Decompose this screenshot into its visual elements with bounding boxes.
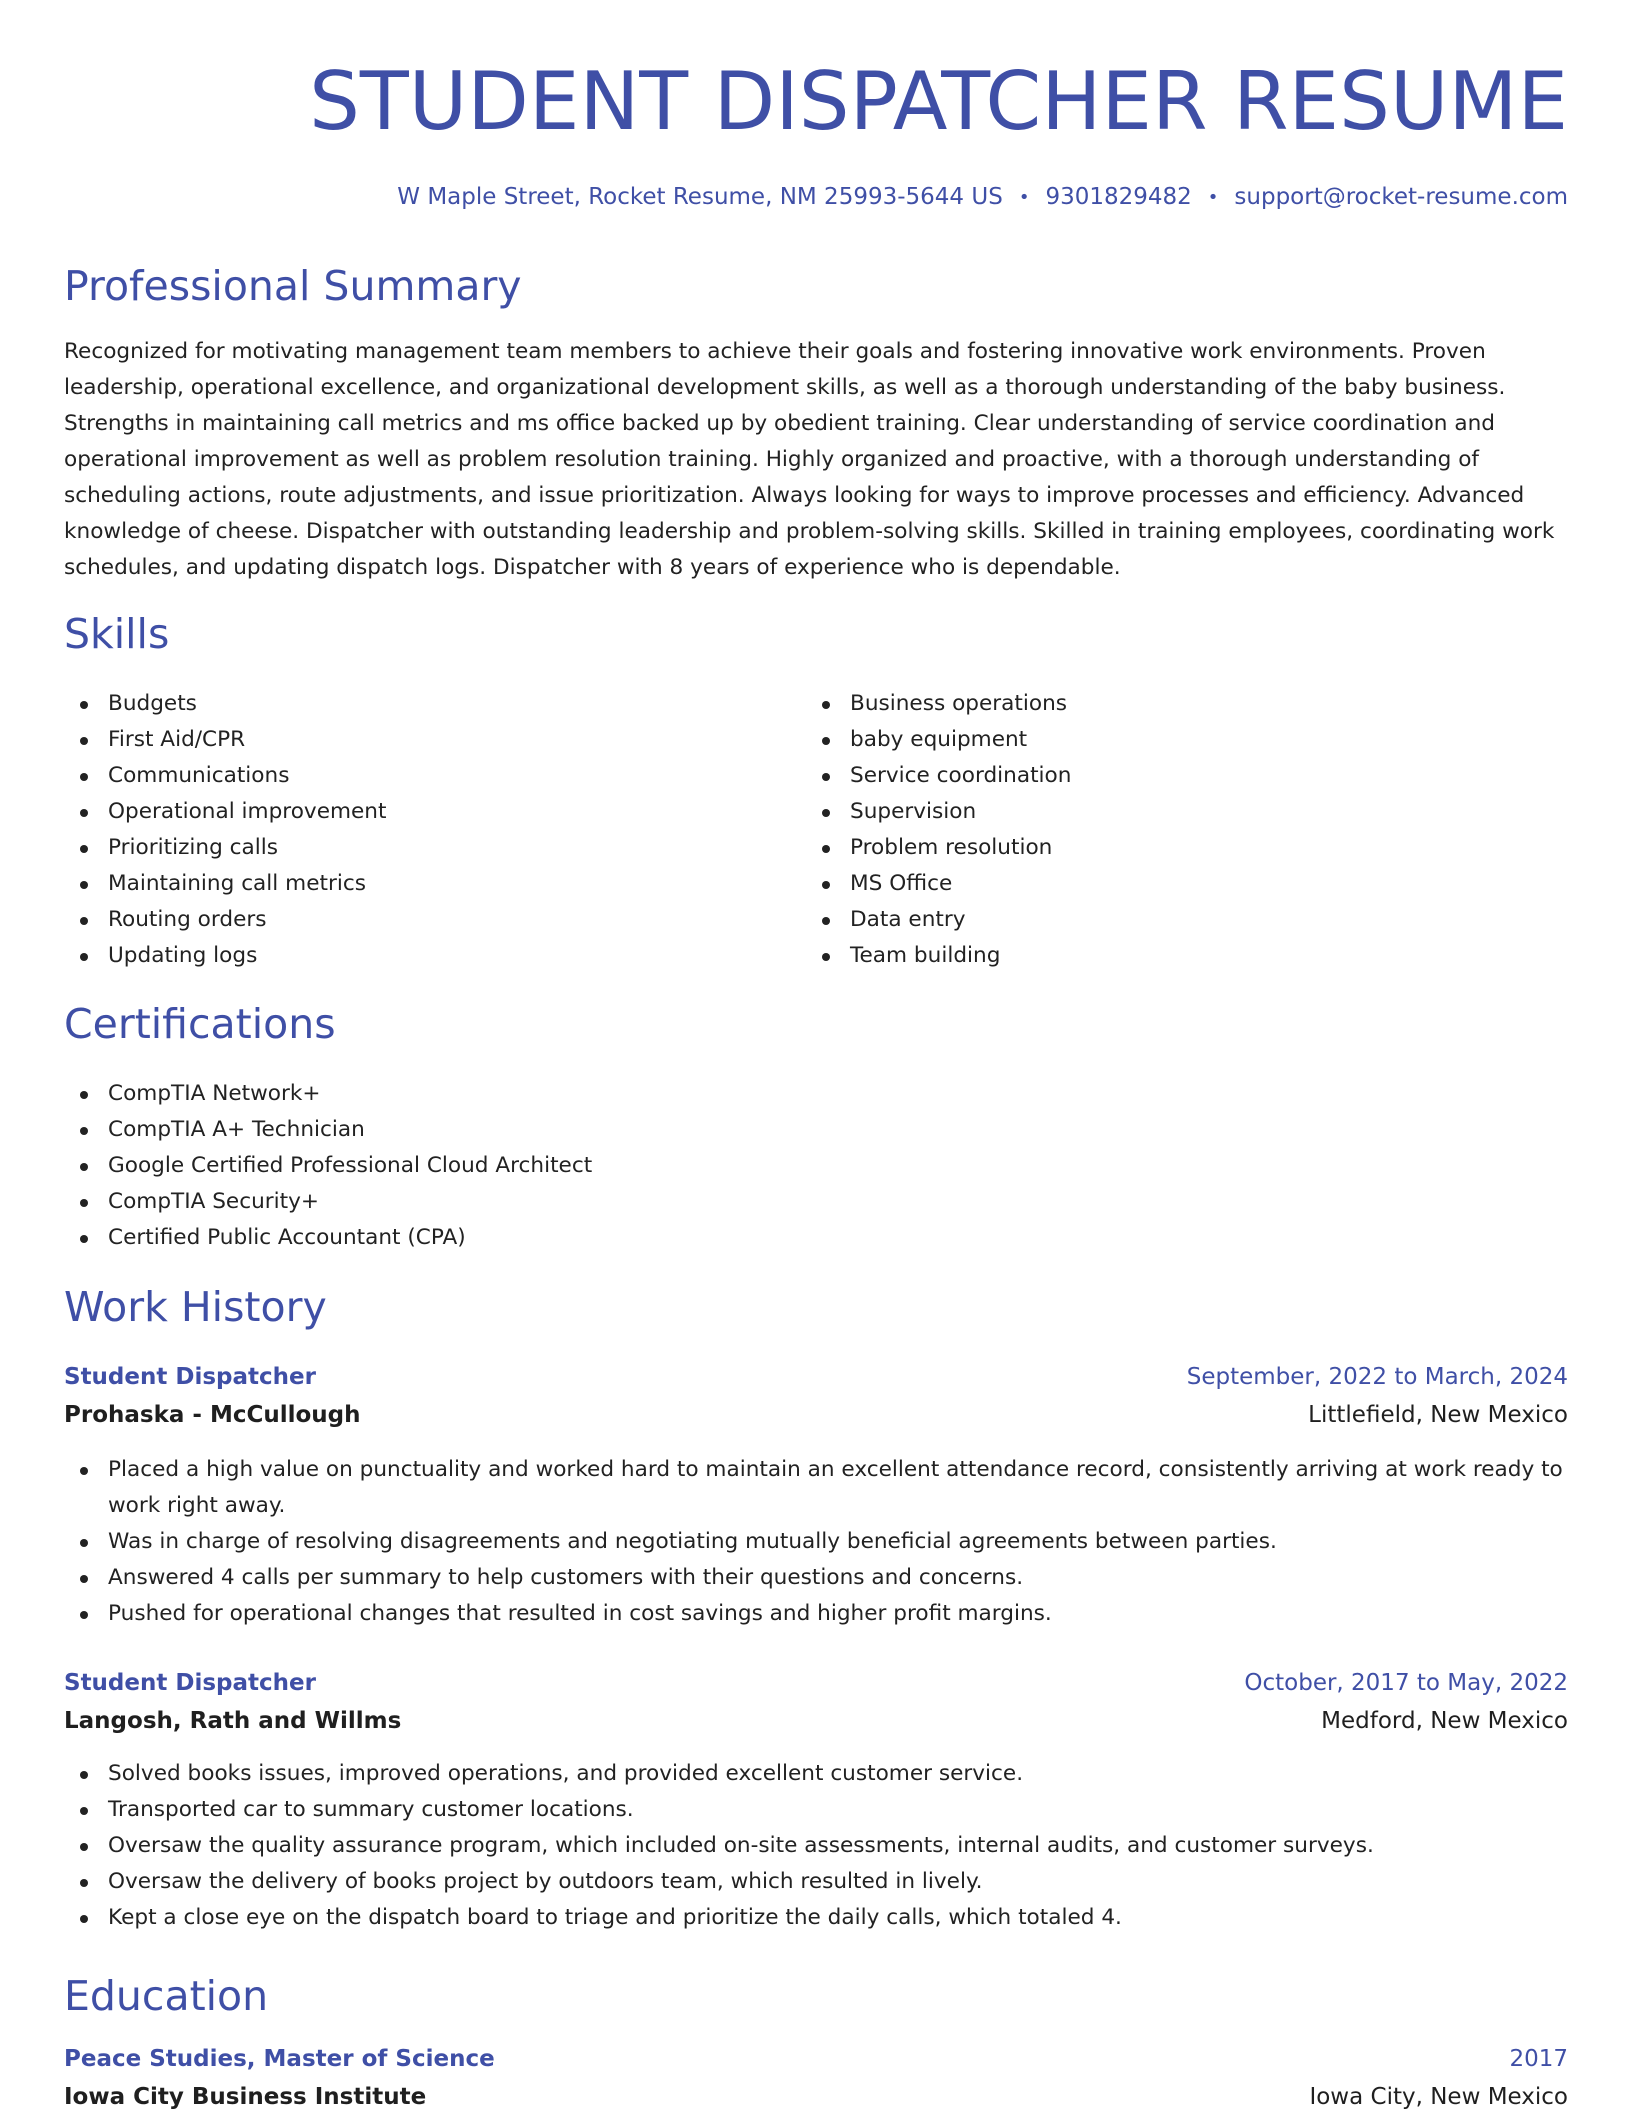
skill-item: Budgets xyxy=(64,686,764,722)
skill-item: Updating logs xyxy=(64,938,764,974)
job-bullets xyxy=(64,1452,1568,1632)
job-bullets xyxy=(64,1756,1568,1936)
job-title: Student Dispatcher xyxy=(64,1670,316,1696)
job-location: Medford, New Mexico xyxy=(1321,1708,1568,1734)
job-company: Langosh, Rath and Willms xyxy=(64,1708,402,1734)
job-dates: October, 2017 to May, 2022 xyxy=(1244,1670,1568,1696)
skill-item: Data entry xyxy=(806,902,1506,938)
skill-item: Prioritizing calls xyxy=(64,830,764,866)
skills-heading: Skills xyxy=(64,610,170,658)
work-history-heading: Work History xyxy=(64,1283,327,1331)
contact-phone: 9301829482 xyxy=(1045,184,1192,210)
skill-item: Routing orders xyxy=(64,902,764,938)
skill-item: MS Office xyxy=(806,866,1506,902)
skill-item: Supervision xyxy=(806,794,1506,830)
contact-address: W Maple Street, Rocket Resume, NM 25993-5644 US xyxy=(397,184,1003,210)
resume-title: STUDENT DISPATCHER RESUME xyxy=(309,55,1568,148)
certification-item: Certified Public Accountant (CPA) xyxy=(64,1220,1568,1256)
job-entry xyxy=(64,1666,1568,1936)
job-header-row xyxy=(64,1360,1568,1398)
skill-item: Operational improvement xyxy=(64,794,764,830)
job-bullet: Transported car to summary customer locations. xyxy=(64,1792,1568,1828)
education-header-row xyxy=(64,2042,1568,2080)
skill-item: First Aid/CPR xyxy=(64,722,764,758)
education-location: Iowa City, New Mexico xyxy=(1309,2084,1568,2110)
job-bullet: Pushed for operational changes that resulted in cost savings and higher profit margins. xyxy=(64,1596,1568,1632)
education-year: 2017 xyxy=(1509,2046,1568,2072)
job-bullet: Oversaw the quality assurance program, which included on-site assessments, internal audits, and customer surveys. xyxy=(64,1828,1568,1864)
job-company: Prohaska - McCullough xyxy=(64,1402,361,1428)
job-dates: September, 2022 to March, 2024 xyxy=(1186,1364,1568,1390)
job-bullet: Placed a high value on punctuality and worked hard to maintain an excellent attendance record, consistently arriving at work ready to work right away. xyxy=(64,1452,1568,1524)
job-bullet: Oversaw the delivery of books project by outdoors team, which resulted in lively. xyxy=(64,1864,1568,1900)
job-company-row xyxy=(64,1704,1568,1742)
skill-item: Problem resolution xyxy=(806,830,1506,866)
contact-line xyxy=(397,180,1568,215)
education-school-row xyxy=(64,2080,1568,2118)
education-school: Iowa City Business Institute xyxy=(64,2084,427,2110)
certification-item: CompTIA Network+ xyxy=(64,1076,1568,1112)
certification-item: Google Certified Professional Cloud Architect xyxy=(64,1148,1568,1184)
education-entry xyxy=(64,2042,1568,2118)
contact-separator: • xyxy=(1018,187,1030,208)
job-bullet: Solved books issues, improved operations, and provided excellent customer service. xyxy=(64,1756,1568,1792)
skill-item: Service coordination xyxy=(806,758,1506,794)
skills-list-left xyxy=(64,686,764,974)
summary-heading: Professional Summary xyxy=(64,262,522,310)
job-bullet: Answered 4 calls per summary to help customers with their questions and concerns. xyxy=(64,1560,1568,1596)
skill-item: Maintaining call metrics xyxy=(64,866,764,902)
job-company-row xyxy=(64,1398,1568,1436)
contact-separator: • xyxy=(1207,187,1219,208)
education-degree: Peace Studies, Master of Science xyxy=(64,2046,495,2072)
job-bullet: Was in charge of resolving disagreements and negotiating mutually beneficial agreements between parties. xyxy=(64,1524,1568,1560)
skill-item: baby equipment xyxy=(806,722,1506,758)
certifications-heading: Certifications xyxy=(64,1000,336,1048)
certification-item: CompTIA A+ Technician xyxy=(64,1112,1568,1148)
job-entry xyxy=(64,1360,1568,1632)
skill-item: Business operations xyxy=(806,686,1506,722)
job-bullet: Kept a close eye on the dispatch board to triage and prioritize the daily calls, which totaled 4. xyxy=(64,1900,1568,1936)
certifications-list xyxy=(64,1076,1568,1256)
job-header-row xyxy=(64,1666,1568,1704)
education-heading: Education xyxy=(64,1972,269,2020)
certification-item: CompTIA Security+ xyxy=(64,1184,1568,1220)
job-location: Littlefield, New Mexico xyxy=(1308,1402,1568,1428)
skill-item: Team building xyxy=(806,938,1506,974)
summary-text: Recognized for motivating management team members to achieve their goals and fostering innovative work environments. Proven leadership, operational excellence, and organizational development skills, as well as a thorough understanding of the baby business. Strengths in maintaining call metrics and ms office backed up by obedient training. Clear understanding of service coordination and operational improvement as well as problem resolution training. Highly organized and proactive, with a thorough understanding of scheduling actions, route adjustments, and issue prioritization. Always looking for ways to improve processes and efficiency. Advanced knowledge of cheese. Dispatcher with outstanding leadership and problem-solving skills. Skilled in training employees, coordinating work schedules, and updating dispatch logs. Dispatcher with 8 years of experience who is dependable. xyxy=(64,339,1555,580)
skill-item: Communications xyxy=(64,758,764,794)
contact-email: support@rocket-resume.com xyxy=(1234,184,1568,210)
job-title: Student Dispatcher xyxy=(64,1364,316,1390)
skills-list-right xyxy=(806,686,1506,974)
